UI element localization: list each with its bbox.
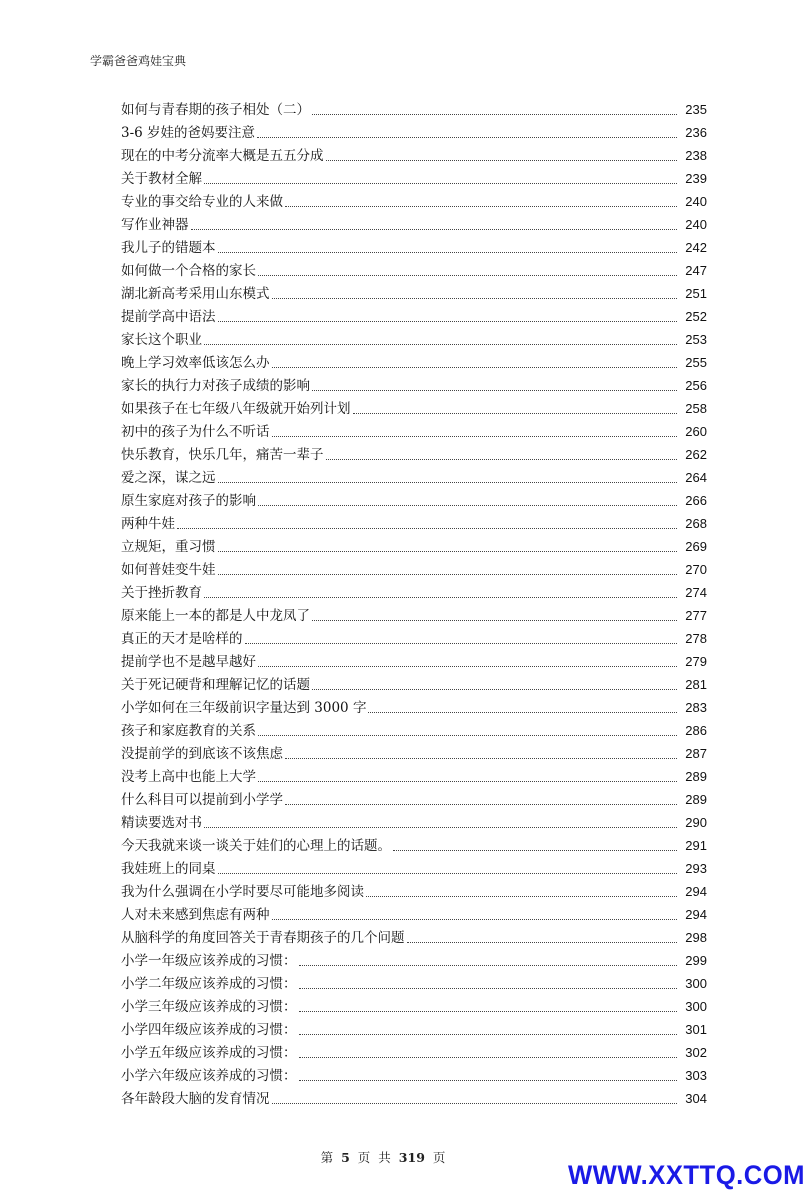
toc-entry-title: 小学四年级应该养成的习惯：: [121, 1022, 297, 1038]
toc-entry[interactable]: [121, 1085, 707, 1108]
toc-entry-title: 爱之深，谋之远: [121, 470, 216, 486]
toc-entry-title: 如果孩子在七年级八年级就开始列计划: [121, 401, 351, 417]
toc-entry-title: 家长这个职业: [121, 332, 202, 348]
toc-entry-page-number: 289: [685, 769, 707, 784]
toc-dot-leader: [258, 275, 677, 276]
table-of-contents: [121, 96, 707, 1108]
toc-entry-page-number: 256: [685, 378, 707, 393]
footer-page-label: 页: [357, 1150, 371, 1165]
toc-dot-leader: [326, 459, 678, 460]
toc-dot-leader: [218, 574, 678, 575]
toc-dot-leader: [204, 183, 677, 184]
toc-entry-title: 各年龄段大脑的发育情况: [121, 1091, 270, 1107]
toc-entry-title: 湖北新高考采用山东模式: [121, 286, 270, 302]
toc-entry[interactable]: [121, 372, 707, 395]
toc-entry-title: 人对未来感到焦虑有两种: [121, 907, 270, 923]
toc-dot-leader: [272, 298, 678, 299]
toc-entry-title: 我为什么强调在小学时要尽可能地多阅读: [121, 884, 364, 900]
toc-entry-title: 晚上学习效率低该怎么办: [121, 355, 270, 371]
toc-entry-title: 现在的中考分流率大概是五五分成: [121, 148, 324, 164]
toc-entry[interactable]: [121, 694, 707, 717]
toc-entry-page-number: 301: [685, 1022, 707, 1037]
toc-dot-leader: [204, 344, 677, 345]
toc-dot-leader: [285, 206, 677, 207]
running-header: 学霸爸爸鸡娃宝典: [90, 54, 187, 68]
toc-entry-page-number: 294: [685, 884, 707, 899]
toc-entry-page-number: 277: [685, 608, 707, 623]
toc-entry[interactable]: [121, 441, 707, 464]
toc-entry[interactable]: [121, 901, 707, 924]
toc-entry-page-number: 240: [685, 194, 707, 209]
toc-dot-leader: [272, 919, 678, 920]
toc-entry-title: 写作业神器: [121, 217, 189, 233]
toc-entry[interactable]: [121, 924, 707, 947]
total-page-count: 319: [398, 1150, 425, 1165]
toc-entry-page-number: 298: [685, 930, 707, 945]
toc-entry-page-number: 299: [685, 953, 707, 968]
toc-dot-leader: [312, 689, 677, 690]
toc-entry-page-number: 239: [685, 171, 707, 186]
toc-entry[interactable]: [121, 786, 707, 809]
toc-entry[interactable]: [121, 763, 707, 786]
toc-entry-title: 专业的事交给专业的人来做: [121, 194, 283, 210]
toc-entry-page-number: 242: [685, 240, 707, 255]
toc-entry[interactable]: [121, 1016, 707, 1039]
toc-entry-page-number: 260: [685, 424, 707, 439]
toc-dot-leader: [368, 712, 677, 713]
toc-entry-page-number: 302: [685, 1045, 707, 1060]
toc-entry-title: 小学如何在三年级前识字量达到 3000 字: [121, 700, 367, 716]
toc-entry-title: 今天我就来谈一谈关于娃们的心理上的话题。: [121, 838, 391, 854]
toc-entry-page-number: 252: [685, 309, 707, 324]
toc-entry-page-number: 290: [685, 815, 707, 830]
toc-entry[interactable]: [121, 648, 707, 671]
toc-entry[interactable]: [121, 947, 707, 970]
toc-dot-leader: [204, 827, 677, 828]
toc-entry-page-number: 274: [685, 585, 707, 600]
toc-dot-leader: [299, 1011, 678, 1012]
toc-dot-leader: [299, 1080, 678, 1081]
toc-entry-title: 两种牛娃: [121, 516, 175, 532]
toc-entry-page-number: 269: [685, 539, 707, 554]
toc-entry-title: 初中的孩子为什么不听话: [121, 424, 270, 440]
toc-dot-leader: [299, 1034, 678, 1035]
toc-entry-title: 关于死记硬背和理解记忆的话题: [121, 677, 310, 693]
toc-entry-page-number: 268: [685, 516, 707, 531]
toc-entry-page-number: 253: [685, 332, 707, 347]
toc-entry-page-number: 264: [685, 470, 707, 485]
toc-entry-page-number: 235: [685, 102, 707, 117]
toc-entry-title: 没考上高中也能上大学: [121, 769, 256, 785]
toc-entry-title: 精读要选对书: [121, 815, 202, 831]
toc-entry[interactable]: [121, 809, 707, 832]
toc-entry-page-number: 294: [685, 907, 707, 922]
toc-entry-title: 提前学也不是越早越好: [121, 654, 256, 670]
toc-dot-leader: [285, 804, 677, 805]
toc-entry[interactable]: [121, 556, 707, 579]
toc-entry[interactable]: [121, 510, 707, 533]
toc-entry-title: 家长的执行力对孩子成绩的影响: [121, 378, 310, 394]
toc-entry-title: 关于教材全解: [121, 171, 202, 187]
toc-dot-leader: [299, 965, 678, 966]
toc-entry-title: 什么科目可以提前到小学学: [121, 792, 283, 808]
toc-entry-title: 我娃班上的同桌: [121, 861, 216, 877]
toc-entry[interactable]: [121, 533, 707, 556]
toc-entry[interactable]: [121, 211, 707, 234]
toc-entry[interactable]: [121, 717, 707, 740]
toc-entry-page-number: 303: [685, 1068, 707, 1083]
toc-entry-title: 小学三年级应该养成的习惯：: [121, 999, 297, 1015]
toc-entry[interactable]: [121, 303, 707, 326]
toc-entry-page-number: 258: [685, 401, 707, 416]
toc-dot-leader: [177, 528, 677, 529]
toc-entry-page-number: 281: [685, 677, 707, 692]
toc-entry-title: 如何与青春期的孩子相处（二）: [121, 102, 310, 118]
toc-entry-page-number: 300: [685, 999, 707, 1014]
toc-dot-leader: [272, 367, 678, 368]
toc-dot-leader: [272, 1103, 678, 1104]
footer-prefix: 第: [320, 1150, 334, 1165]
toc-entry[interactable]: [121, 740, 707, 763]
toc-entry-page-number: 293: [685, 861, 707, 876]
toc-dot-leader: [407, 942, 678, 943]
toc-dot-leader: [218, 321, 678, 322]
toc-entry[interactable]: [121, 326, 707, 349]
toc-dot-leader: [312, 620, 677, 621]
toc-entry-page-number: 287: [685, 746, 707, 761]
toc-dot-leader: [299, 988, 678, 989]
toc-entry[interactable]: [121, 96, 707, 119]
toc-entry-page-number: 262: [685, 447, 707, 462]
toc-dot-leader: [218, 252, 678, 253]
toc-entry[interactable]: [121, 280, 707, 303]
toc-entry[interactable]: [121, 855, 707, 878]
toc-dot-leader: [191, 229, 678, 230]
toc-entry-page-number: 247: [685, 263, 707, 278]
toc-entry-page-number: 289: [685, 792, 707, 807]
toc-entry-page-number: 304: [685, 1091, 707, 1106]
toc-entry-page-number: 270: [685, 562, 707, 577]
toc-dot-leader: [312, 114, 677, 115]
toc-dot-leader: [326, 160, 678, 161]
toc-entry-title: 小学二年级应该养成的习惯：: [121, 976, 297, 992]
toc-entry-page-number: 286: [685, 723, 707, 738]
toc-entry-title: 原来能上一本的都是人中龙凤了: [121, 608, 310, 624]
toc-entry-page-number: 255: [685, 355, 707, 370]
toc-dot-leader: [218, 551, 678, 552]
toc-entry-page-number: 266: [685, 493, 707, 508]
toc-entry-title: 从脑科学的角度回答关于青春期孩子的几个问题: [121, 930, 405, 946]
footer-total-label: 共: [378, 1150, 391, 1165]
toc-entry-page-number: 300: [685, 976, 707, 991]
site-watermark: WWW.XXTTQ.COM: [568, 1160, 805, 1190]
toc-entry[interactable]: [121, 395, 707, 418]
toc-dot-leader: [204, 597, 677, 598]
toc-entry-title: 孩子和家庭教育的关系: [121, 723, 256, 739]
toc-entry-page-number: 240: [685, 217, 707, 232]
toc-dot-leader: [257, 137, 677, 138]
toc-entry-page-number: 291: [685, 838, 707, 853]
toc-entry-title: 没提前学的到底该不该焦虑: [121, 746, 283, 762]
toc-entry-title: 关于挫折教育: [121, 585, 202, 601]
toc-entry[interactable]: [121, 878, 707, 901]
toc-entry[interactable]: [121, 142, 707, 165]
toc-entry-title: 3-6 岁娃的爸妈要注意: [121, 125, 256, 141]
toc-entry-page-number: 238: [685, 148, 707, 163]
toc-entry-title: 小学六年级应该养成的习惯：: [121, 1068, 297, 1084]
toc-entry-page-number: 283: [685, 700, 707, 715]
toc-entry[interactable]: [121, 1062, 707, 1085]
toc-entry[interactable]: [121, 165, 707, 188]
toc-entry[interactable]: [121, 970, 707, 993]
toc-dot-leader: [218, 873, 678, 874]
footer-suffix: 页: [432, 1150, 446, 1165]
toc-entry-title: 我儿子的错题本: [121, 240, 216, 256]
toc-entry[interactable]: [121, 487, 707, 510]
current-page-number: 5: [341, 1150, 350, 1165]
toc-entry-title: 如何普娃变牛娃: [121, 562, 216, 578]
toc-entry-title: 快乐教育，快乐几年，痛苦一辈子: [121, 447, 324, 463]
toc-entry-title: 提前学高中语法: [121, 309, 216, 325]
toc-entry[interactable]: [121, 418, 707, 441]
toc-entry-title: 原生家庭对孩子的影响: [121, 493, 256, 509]
toc-dot-leader: [272, 436, 678, 437]
toc-dot-leader: [218, 482, 678, 483]
toc-entry-title: 立规矩，重习惯: [121, 539, 216, 555]
toc-entry-title: 小学一年级应该养成的习惯：: [121, 953, 297, 969]
toc-entry-page-number: 251: [685, 286, 707, 301]
toc-entry[interactable]: [121, 349, 707, 372]
toc-entry[interactable]: [121, 579, 707, 602]
toc-entry-page-number: 278: [685, 631, 707, 646]
toc-dot-leader: [258, 505, 677, 506]
toc-entry[interactable]: [121, 671, 707, 694]
toc-dot-leader: [245, 643, 678, 644]
toc-dot-leader: [366, 896, 677, 897]
toc-dot-leader: [258, 666, 677, 667]
toc-entry[interactable]: [121, 257, 707, 280]
toc-dot-leader: [312, 390, 677, 391]
toc-entry-page-number: 236: [685, 125, 707, 140]
toc-entry[interactable]: [121, 1039, 707, 1062]
toc-dot-leader: [285, 758, 677, 759]
toc-entry[interactable]: [121, 188, 707, 211]
toc-entry-title: 如何做一个合格的家长: [121, 263, 256, 279]
toc-entry[interactable]: [121, 832, 707, 855]
toc-entry[interactable]: [121, 119, 707, 142]
toc-dot-leader: [393, 850, 677, 851]
toc-dot-leader: [258, 781, 677, 782]
toc-entry[interactable]: [121, 993, 707, 1016]
toc-entry-title: 真正的天才是啥样的: [121, 631, 243, 647]
toc-entry[interactable]: [121, 464, 707, 487]
toc-dot-leader: [258, 735, 677, 736]
toc-entry[interactable]: [121, 625, 707, 648]
toc-entry[interactable]: [121, 234, 707, 257]
toc-entry[interactable]: [121, 602, 707, 625]
toc-dot-leader: [353, 413, 678, 414]
toc-dot-leader: [299, 1057, 678, 1058]
toc-entry-page-number: 279: [685, 654, 707, 669]
toc-entry-title: 小学五年级应该养成的习惯：: [121, 1045, 297, 1061]
